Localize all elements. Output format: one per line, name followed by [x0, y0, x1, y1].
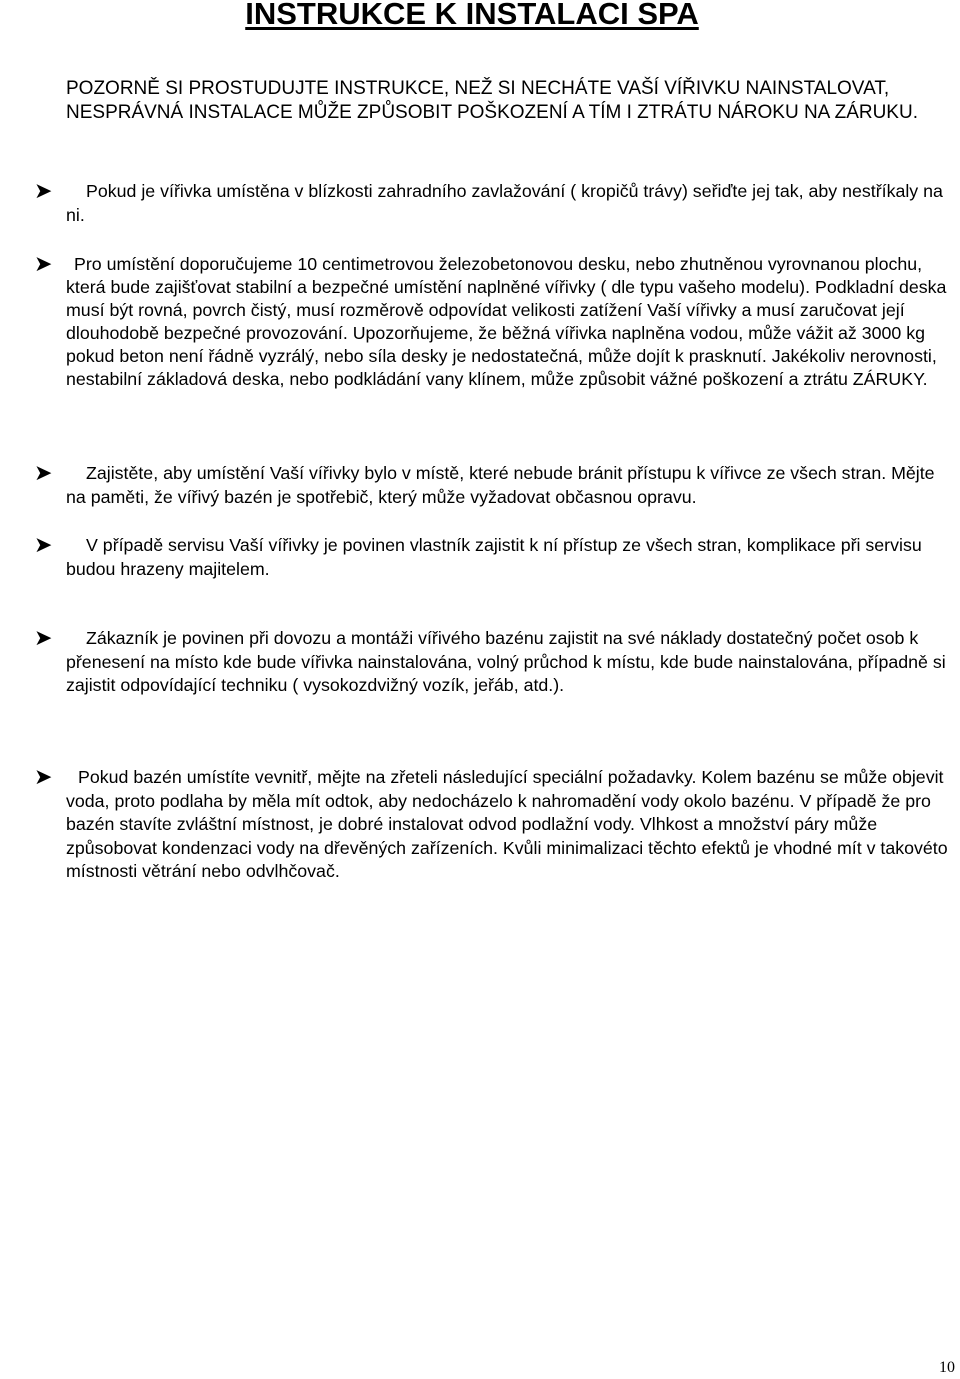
arrowhead-right-icon: ➤ [34, 460, 53, 485]
bullet-item [34, 532, 952, 581]
bullet-item [34, 625, 952, 698]
bullet-item [34, 764, 952, 884]
bullet-text: Zákazník je povinen při dovozu a montáži vířivého bazénu zajistit na své náklady dostatečný počet osob k přenesení na místo kde bude vířivka nainstalována, volný průchod k místu, kde bude nainstalována, případně si zajistit odpovídající techniku ( vysokozdvižný vozík, jeřáb, atd.). [66, 628, 946, 696]
page-title: INSTRUKCE K INSTALACI SPA [245, 0, 699, 31]
page-number: 10 [939, 1359, 955, 1376]
bullet-text: Pokud bazén umístíte vevnitř, mějte na zřeteli následující speciální požadavky. Kolem bazénu se může objevit voda, proto podlaha by měla mít odtok, aby nedocházelo k nahromadění vody okolo bazénu. V případě že pro bazén stavíte zvláštní místnost, je dobré instalovat odvod podlažní vody. Vlhkost a množství páry může způsobovat kondenzaci vody na dřevěných zařízeních. Kvůli minimalizaci těchto efektů je vhodné mít v takovéto místnosti větrání nebo odvlhčovač. [66, 767, 948, 882]
bullet-text: V případě servisu Vaší vířivky je povinen vlastník zajistit k ní přístup ze všech stran, komplikace při servisu budou hrazeny majitelem. [66, 535, 922, 579]
arrowhead-right-icon: ➤ [34, 764, 53, 789]
arrowhead-right-icon: ➤ [34, 251, 53, 276]
arrowhead-right-icon: ➤ [34, 625, 53, 650]
bullet-text: Pokud je vířivka umístěna v blízkosti zahradního zavlažování ( kropičů trávy) seřiďte jej tak, aby nestříkaly na ni. [66, 181, 943, 225]
bullet-text: Pro umístění doporučujeme 10 centimetrovou železobetonovou desku, nebo zhutněnou vyrovnanou plochu, která bude zajišťovat stabilní a bezpečné umístění naplněné vířivky ( dle typu vašeho modelu). Podkladní deska musí být rovná, povrch čistý, musí rozměrově odpovídat velikosti zatížení Vaší vířivky a musí zaručovat její dlouhodobě bezpečné provozování. Upozorňujeme, že běžná vířivka naplněna vodou, může vážit až 3000 kg pokud beton není řádně vyzrálý, nebo síla desky je nedostatečná, může dojít k prasknutí. Jakékoliv nerovnosti, nestabilní základová deska, nebo podkládání vany klínem, může způsobit vážné poškození a ztrátu ZÁRUKY. [66, 254, 947, 389]
bullet-text: Zajistěte, aby umístění Vaší vířivky bylo v místě, které nebude bránit přístupu k vířivce ze všech stran. Mějte na paměti, že vířivý bazén je spotřebič, který může vyžadovat občasnou opravu. [66, 463, 935, 507]
arrowhead-right-icon: ➤ [34, 532, 53, 557]
bullet-item [34, 251, 952, 391]
warning-notice: POZORNĚ SI PROSTUDUJTE INSTRUKCE, NEŽ SI NECHÁTE VAŠÍ VÍŘIVKU NAINSTALOVAT, NESPRÁVNÁ INSTALACE MŮŽE ZPŮSOBIT POŠKOZENÍ A TÍM I ZTRÁTU NÁROKU NA ZÁRUKU. [66, 78, 918, 123]
arrowhead-right-icon: ➤ [34, 178, 53, 203]
bullet-item [34, 460, 952, 509]
bullet-item [34, 178, 952, 227]
